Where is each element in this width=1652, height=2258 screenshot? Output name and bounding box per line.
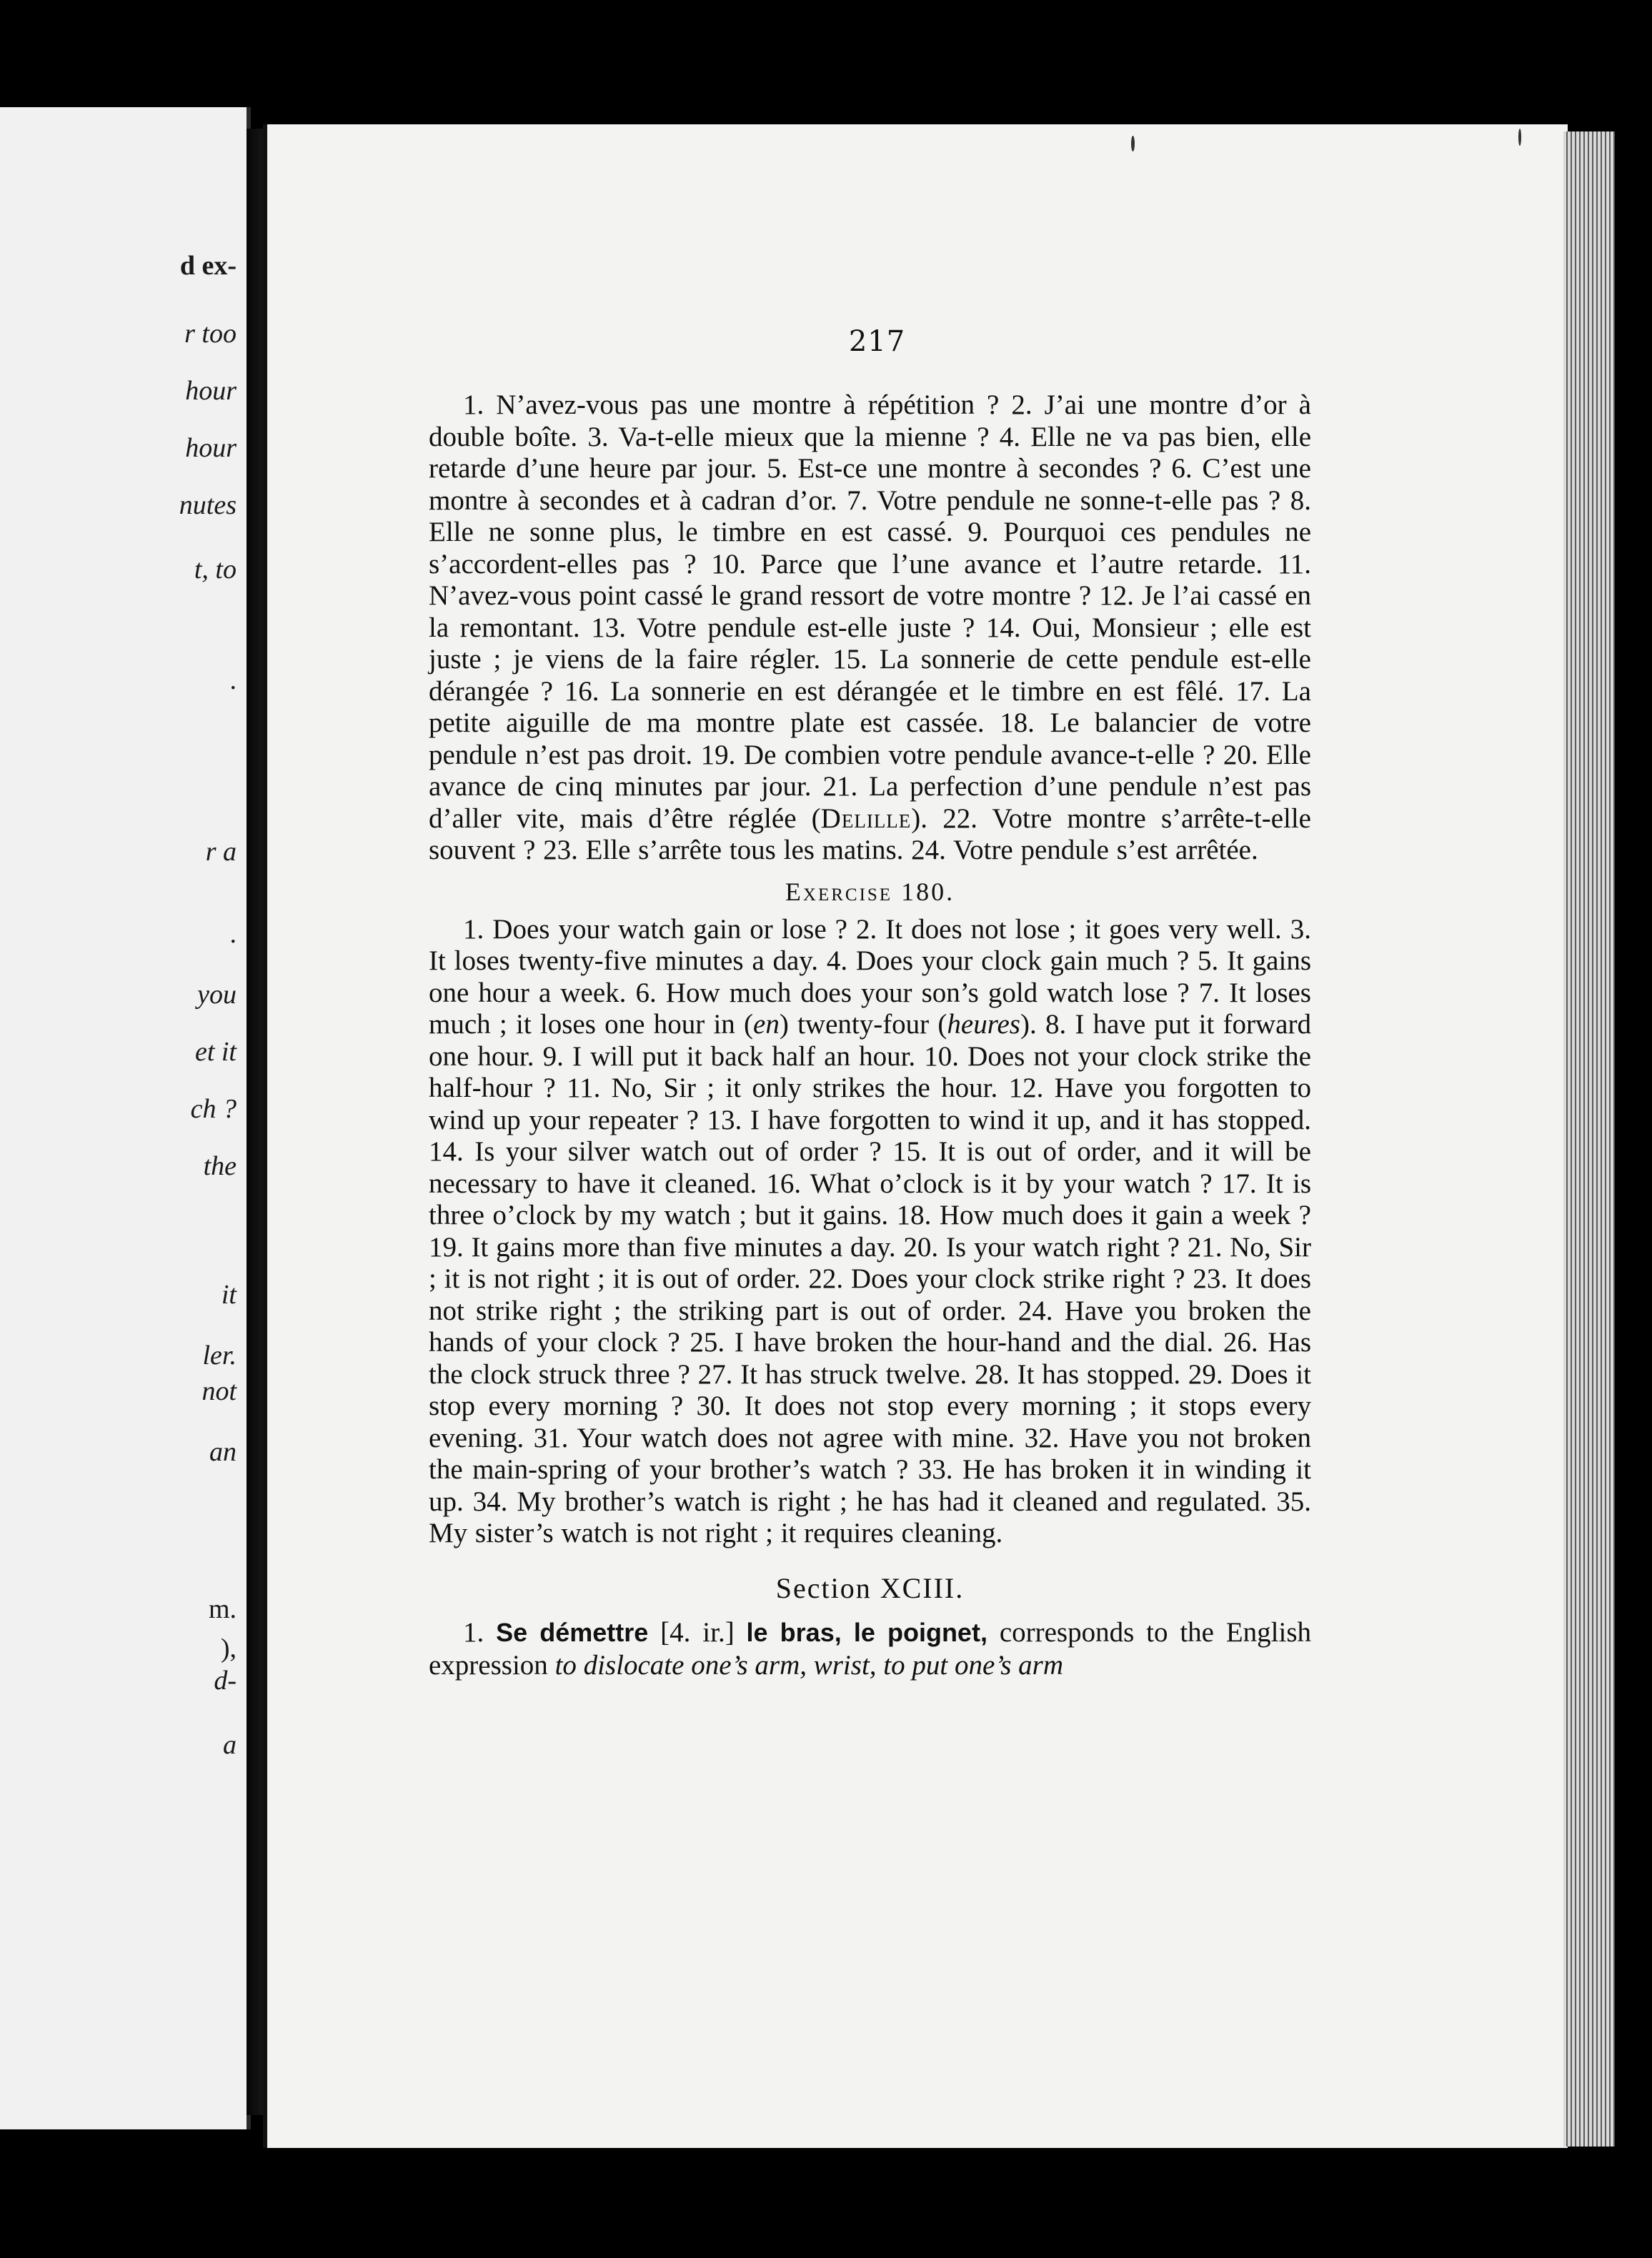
- rule-term-1: Se démettre: [496, 1617, 649, 1647]
- previous-page-fragment: the: [203, 1151, 237, 1181]
- english-exercise: [429, 914, 1311, 1550]
- grammar-rule: [429, 1616, 1311, 1682]
- heures-word: heures: [947, 1009, 1020, 1040]
- rule-bracket: [4. ir.]: [660, 1616, 735, 1648]
- previous-page-fragment: .: [229, 919, 237, 949]
- previous-page-fragment: m.: [208, 1594, 237, 1624]
- previous-page-fragment: ),: [220, 1633, 237, 1663]
- page-edges: [1563, 131, 1615, 2147]
- rule-text: corresponds to the English expression: [429, 1616, 1311, 1681]
- previous-page-fragment: ch ?: [190, 1094, 237, 1124]
- previous-page-fragment: et it: [194, 1037, 237, 1067]
- dust-speck: [1518, 129, 1521, 146]
- previous-page-fragment: .: [229, 665, 237, 695]
- french-exercise: 1. N’avez-vous pas une montre à répétition ? 2. J’ai une montre d’or à double boîte. 3. Va-t-elle mieux que la mienne ? 4. Elle ne va pas bien, elle retarde d’une heure par jour. 5. Est-ce une montre à secondes ? 6. C’est une montre à secondes et à cadran d’or. 7. Votre pendule ne sonne-t-elle pas ? 8. Elle ne sonne plus, le timbre en est cassé. 9. Pourquoi ces pendules ne s’accordent-elles pas ? 10. Parce que l’une avance et l’autre retarde. 11. N’avez-vous point cassé le grand ressort de votre montre ? 12. Je l’ai cassé en la remontant. 13. Votre pendule est-elle juste ? 14. Oui, Monsieur ; elle est juste ; je viens de la faire régler. 15. La sonnerie de cette pendule est-elle dérangée ? 16. La sonnerie en est dérangée et le timbre en est fêlé. 17. La petite aiguille de ma montre plate est cassée. 18. Le balancier de votre pendule n’est pas droit. 19. De combien votre pendule avance-t-elle ? 20. Elle avance de cinq minutes par jour. 21. La perfection d’une pendule n’est pas d’aller vite, mais d’être réglée (Delille). 22. Votre montre s’arrête-t-elle souvent ? 23. Elle s’arrête tous les matins. 24. Votre pendule s’est arrêtée.: [429, 389, 1311, 865]
- rule-number: 1.: [463, 1616, 484, 1648]
- french-exercise-end: ). 22. Votre montre s’arrête-t-elle souvent ? 23. Elle s’arrête tous les matins. 24. Votre pendule s’est arrêtée.: [429, 802, 1311, 865]
- previous-page-fragment: d-: [214, 1666, 237, 1696]
- previous-page-fragment: a: [223, 1730, 237, 1760]
- exercise-heading: Exercise 180.: [785, 877, 955, 906]
- previous-page: [0, 107, 251, 2129]
- previous-page-fragment: r too: [184, 319, 237, 349]
- previous-page-fragment: you: [197, 980, 237, 1010]
- page-edge-shadow: [1615, 131, 1652, 2147]
- page-text: [429, 325, 1311, 1682]
- previous-page-fragment: hour: [185, 376, 237, 406]
- french-exercise-text: 1. N’avez-vous pas une montre à répétition ? 2. J’ai une montre d’or à double boîte. 3. Va-t-elle mieux que la mienne ? 4. Elle ne va pas bien, elle retarde d’une heure par jour. 5. Est-ce une montre à secondes ? 6. C’est une montre à secondes et à cadran d’or. 7. Votre pendule ne sonne-t-elle pas ? 8. Elle ne sonne plus, le timbre en est cassé. 9. Pourquoi ces pendules ne s’accordent-elles pas ? 10. Parce que l’une avance et l’autre retarde. 11. N’avez-vous point cassé le grand ressort de votre montre ? 12. Je l’ai cassé en la remontant. 13. Votre pendule est-elle juste ? 14. Oui, Monsieur ; elle est juste ; je viens de la faire régler. 15. La sonnerie de cette pendule est-elle dérangée ? 16. La sonnerie en est dérangée et le timbre en est fêlé. 17. La petite aiguille de ma montre plate est cassée. 18. Le balancier de votre pendule n’est pas droit. 19. De combien votre pendule avance-t-elle ? 20. Elle avance de cinq minutes par jour. 21. La perfection d’une pendule n’est pas d’aller vite, mais d’être réglée: [429, 389, 1311, 834]
- english-exercise-part-2: ) twenty-four (: [779, 1009, 947, 1040]
- previous-page-fragment: not: [201, 1376, 237, 1406]
- english-exercise-part-3: ). 8. I have put it forward one hour. 9. I will put it back half an hour. 10. Does not your clock strike the half-hour ? 11. No, Sir ; it only strikes the hour. 12. Have you forgotten to wind up your repeater ? 13. I have forgotten to wind it up, and it has stopped. 14. Is your silver watch out of order ? 15. It is out of order, and it will be necessary to have it cleaned. 16. What o’clock is it by your watch ? 17. It is three o’clock by my watch ; but it gains. 18. How much does it gain a week ? 19. It gains more than five minutes a day. 20. Is your watch right ? 21. No, Sir ; it is not right ; it is out of order. 22. Does your clock strike right ? 23. It does not strike right ; the striking part is out of order. 24. Have you broken the hands of your clock ? 25. I have broken the hour-hand and the dial. 26. Has the clock struck three ? 27. It has struck twelve. 28. It has stopped. 29. Does it stop every morning ? 30. It does not stop every morning ; it stops every evening. 31. Your watch does not agree with mine. 32. Have you not broken the main-spring of your brother’s watch ? 33. He has broken it in winding it up. 34. My brother’s watch is right ; he has had it cleaned and regulated. 35. My sister’s watch is not right ; it requires cleaning.: [429, 1009, 1311, 1548]
- section-heading: Section XCIII.: [775, 1571, 965, 1604]
- previous-page-fragment: d ex-: [179, 251, 237, 281]
- author-name: Delille: [820, 802, 912, 834]
- rule-italic: to dislocate one’s arm, wrist, to put one’s arm: [554, 1649, 1063, 1681]
- rule-term-2: le bras, le poignet,: [746, 1617, 987, 1647]
- dust-speck: [1131, 136, 1135, 151]
- english-exercise-part-1: 1. Does your watch gain or lose ? 2. It does not lose ; it goes very well. 3. It loses twenty-five minutes a day. 4. Does your clock gain much ? 5. It gains one hour a week. 6. How much does your son’s gold watch lose ? 7. It loses much ; it loses one hour in (: [429, 913, 1311, 1040]
- previous-page-fragment: t, to: [194, 554, 237, 585]
- en-word: en: [753, 1009, 780, 1040]
- page-number: 217: [848, 325, 906, 358]
- previous-page-fragment: an: [209, 1437, 237, 1467]
- previous-page-fragment: r a: [205, 837, 237, 867]
- previous-page-fragment: ler.: [202, 1341, 237, 1371]
- previous-page-fragment: it: [221, 1280, 237, 1310]
- previous-page-fragment: hour: [185, 433, 237, 463]
- previous-page-fragment: nutes: [179, 490, 237, 520]
